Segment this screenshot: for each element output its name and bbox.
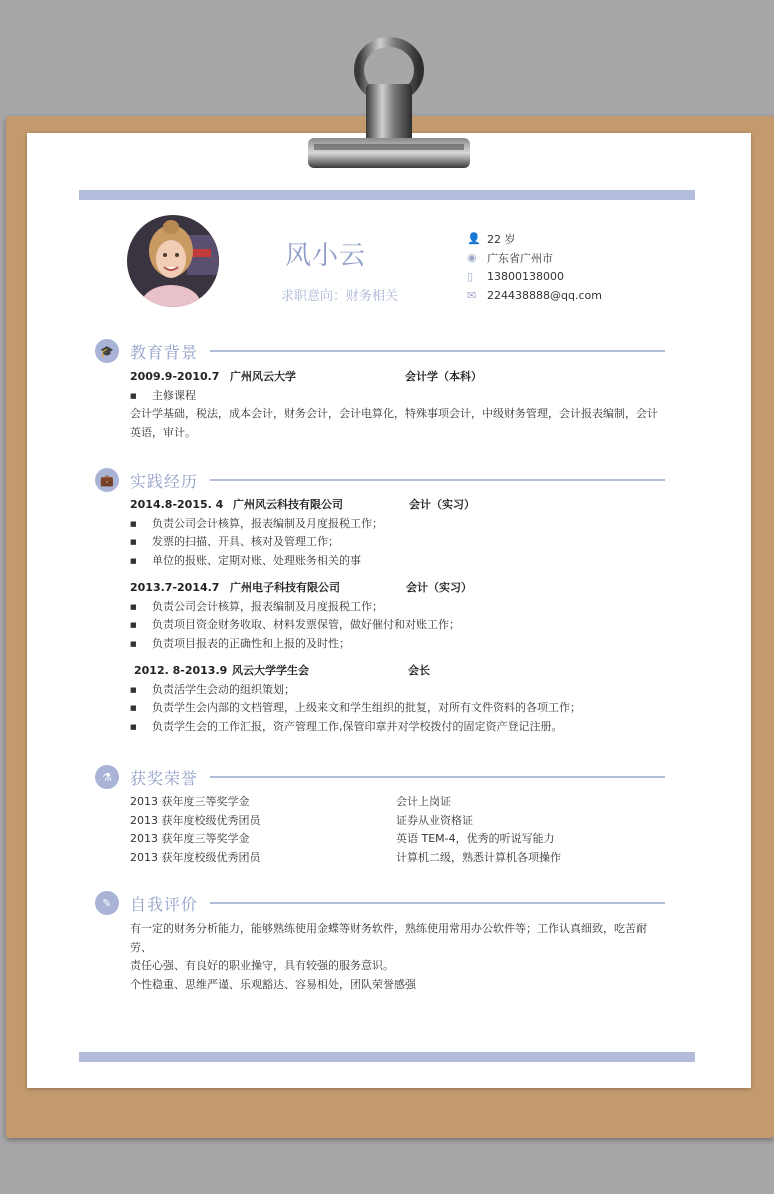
- certificate-item: 计算机二级，熟悉计算机各项操作: [396, 850, 561, 864]
- courses-label: ■ 主修课程: [130, 387, 665, 406]
- self-evaluation-text: 有一定的财务分析能力，能够熟练使用金蝶等财务软件，熟练使用常用办公软件等；工作认真细致，吃苦耐劳、: [130, 922, 647, 954]
- job-duty: ■ 发票的扫描、开具、核对及管理工作；: [130, 533, 665, 552]
- briefcase-icon: 💼: [95, 468, 119, 492]
- pencil-icon: ✎: [95, 891, 119, 915]
- award-item: 2013 获年度校级优秀团员: [130, 813, 261, 827]
- self-evaluation-text: 责任心强、有良好的职业操守，具有较强的服务意识。: [130, 959, 394, 972]
- graduation-cap-icon: 🎓: [95, 339, 119, 363]
- section-title: 自我评价: [130, 894, 199, 914]
- certificate-item: 会计上岗证: [396, 795, 451, 808]
- job-duty: ■ 负责项目资金财务收取、材料发票保管，做好催付和对账工作；: [130, 616, 665, 635]
- job-duty: ■ 负责公司会计核算，报表编制及月度报税工作；: [130, 598, 665, 617]
- flask-icon: ⚗: [95, 765, 119, 789]
- section-title: 实践经历: [130, 471, 199, 491]
- job-duty: ■ 负责项目报表的正确性和上报的及时性；: [130, 635, 665, 654]
- self-evaluation-section: [95, 891, 665, 994]
- certificate-item: 英语 TEM-4，优秀的听说写能力: [396, 832, 555, 845]
- job-entry: 2012. 8-2013.9 风云大学学生会 会长 ■ 负责活学生会动的组织策划； ■ 负责学生会内部的文档管理，上级来文和学生组织的批复，对所有文件资料的各项工作； ■ 负责学生会的工作汇报，资产管理工作,保管印章并对学校拨付的固定资产登记注册。: [130, 662, 665, 736]
- courses-text: 英语，审计。: [130, 425, 196, 439]
- avatar: [127, 215, 219, 307]
- candidate-name: 风小云: [285, 241, 367, 271]
- job-entry: 2013.7-2014.7 广州电子科技有限公司 会计（实习） ■ 负责公司会计核算，报表编制及月度报税工作； ■ 负责项目资金财务收取、材料发票保管，做好催付和对账工作； ■ 负责项目报表的正确性和上报的及时性；: [130, 579, 665, 653]
- top-bar: [79, 190, 695, 200]
- courses-text: 会计学基础，税法，成本会计，财务会计，会计电算化，特殊事项会计，中级财务管理，会计报表编制，会计: [130, 407, 658, 420]
- divider: [210, 776, 665, 778]
- contact-email: ✉ 224438888@qq.com: [467, 289, 602, 302]
- award-item: 2013 获年度三等奖学金: [130, 832, 250, 845]
- divider: [210, 350, 665, 352]
- resume-page: [27, 133, 751, 1088]
- practice-section: [95, 468, 665, 736]
- job-duty: ■ 负责学生会的工作汇报，资产管理工作,保管印章并对学校拨付的固定资产登记注册。: [130, 718, 665, 737]
- job-duty: ■ 负责公司会计核算，报表编制及月度报税工作；: [130, 515, 665, 534]
- phone-icon: ▯: [467, 270, 474, 283]
- award-item: 2013 获年度三等奖学金: [130, 795, 250, 808]
- section-title: 教育背景: [130, 342, 199, 362]
- job-intent: 求职意向：财务相关: [281, 289, 399, 304]
- divider: [210, 479, 665, 481]
- binder-clip-icon: [300, 26, 478, 176]
- contact-location: ◉ 广东省广州市: [467, 251, 553, 265]
- job-entry: 2014.8-2015. 4 广州风云科技有限公司 会计（实习） ■ 负责公司会计核算，报表编制及月度报税工作； ■ 发票的扫描、开具、核对及管理工作； ■ 单位的报账、定期对账、处理账务相关的事: [130, 496, 665, 570]
- job-duty: ■ 负责活学生会动的组织策划；: [130, 681, 665, 700]
- education-section: [95, 339, 665, 442]
- contact-age: 👤 22 岁: [467, 232, 516, 246]
- self-evaluation-text: 个性稳重、思维严谨、乐观豁达、容易相处，团队荣誉感强: [130, 977, 416, 991]
- job-duty: ■ 负责学生会内部的文档管理，上级来文和学生组织的批复，对所有文件资料的各项工作；: [130, 699, 665, 718]
- contact-phone: ▯ 13800138000: [467, 270, 564, 283]
- awards-section: [95, 765, 665, 867]
- job-duty: ■ 单位的报账、定期对账、处理账务相关的事: [130, 552, 665, 571]
- section-title: 获奖荣誉: [130, 768, 199, 788]
- award-item: 2013 获年度校级优秀团员: [130, 850, 261, 864]
- education-header: 2009.9-2010.7 广州风云大学 会计学（本科）: [130, 370, 482, 383]
- divider: [210, 902, 665, 904]
- pin-icon: ◉: [467, 251, 477, 264]
- bottom-bar: [79, 1052, 695, 1062]
- contact-info: [467, 229, 602, 305]
- mail-icon: ✉: [467, 289, 477, 302]
- certificate-item: 证券从业资格证: [396, 813, 473, 827]
- person-icon: 👤: [467, 232, 481, 245]
